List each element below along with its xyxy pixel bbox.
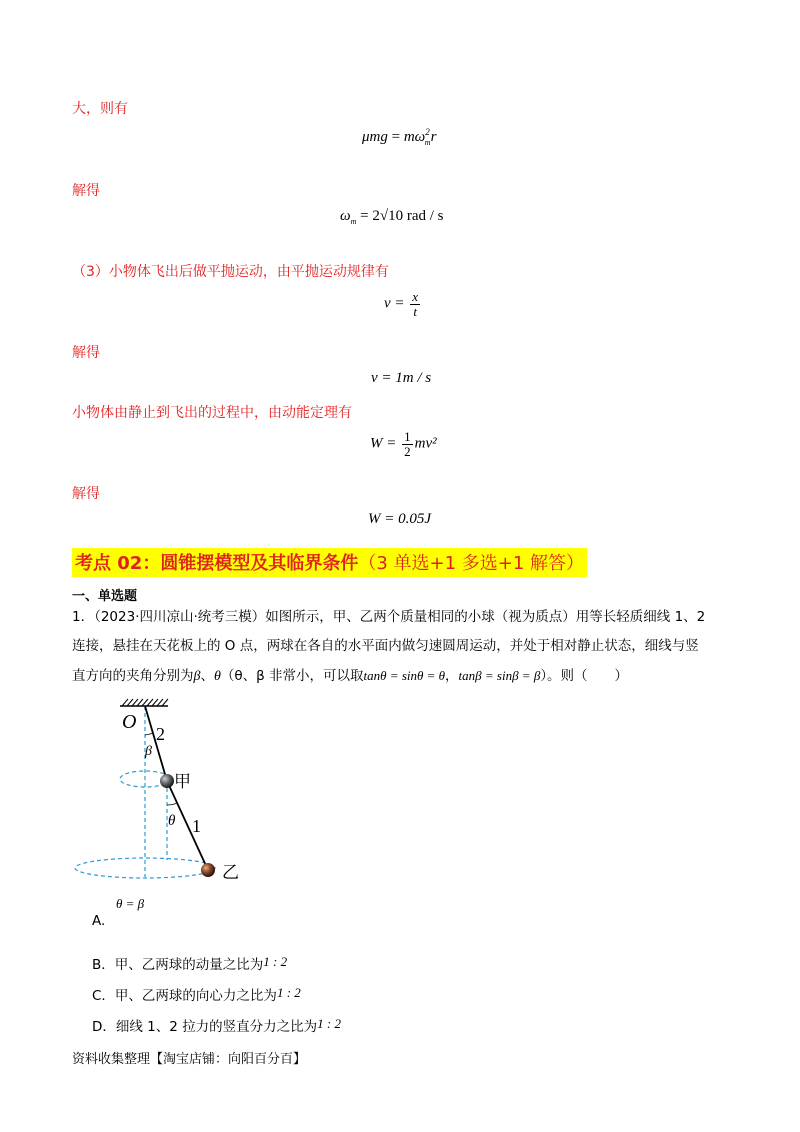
heading-title: 考点 02：圆锥摆模型及其临界条件 <box>75 553 359 574</box>
option-d <box>92 1015 341 1035</box>
option-b <box>92 953 287 973</box>
eq5-rhs: mv² <box>414 435 437 452</box>
question-line: 连接，悬挂在天花板上的 O 点，两球在各自的水平面内做匀速圆周运动，并处于相对静止状态，细线与竖 <box>72 638 699 654</box>
equation-omega: $\omega_m = 2√10$ rad / s <box>340 208 444 226</box>
eq2-rhs: 2√10 rad / s <box>372 208 444 224</box>
question-body <box>72 603 732 691</box>
option-a-math: θ = β <box>116 896 145 911</box>
option-c <box>92 984 301 1004</box>
label-yi: 乙 <box>222 863 239 883</box>
question-line: 1．（2023·四川凉山·统考三模）如图所示，甲、乙两个质量相同的小球（视为质点）用等长轻质细线 1、2 <box>72 609 706 625</box>
eq3-num: x <box>412 289 419 304</box>
eq1-lhs: μmg <box>362 129 388 145</box>
angle-beta-arc <box>145 733 153 735</box>
label-jia: 甲 <box>174 772 191 792</box>
ball-yi <box>201 863 215 877</box>
question-approx1: tanθ = sinθ = θ <box>363 668 446 683</box>
angle-theta-arc <box>167 803 177 805</box>
eq5-num: 1 <box>404 429 411 444</box>
ceiling-hatch <box>120 699 168 706</box>
question-approx2: tanβ = sinβ = β <box>458 668 541 683</box>
conical-pendulum-figure <box>60 695 260 890</box>
eq1-sub: m <box>424 138 431 147</box>
label-theta: θ <box>168 813 176 829</box>
question-line3-a: 直方向的夹角分别为 <box>72 668 194 684</box>
equation-w-result: W = 0.05J <box>368 511 432 527</box>
heading-count: （3 单选+1 多选+1 解答） <box>358 553 585 574</box>
option-b-text: B．甲、乙两球的动量之比为 <box>92 957 264 973</box>
option-b-math: 1 : 2 <box>263 954 288 969</box>
question-comma: ， <box>445 668 459 684</box>
topic-heading <box>72 548 587 577</box>
equation-work <box>370 430 437 458</box>
question-theta: θ <box>213 669 221 684</box>
eq5-den: 2 <box>404 443 411 459</box>
eq1-r: r <box>430 129 437 145</box>
question-line <box>72 661 732 691</box>
option-d-math: 1 : 2 <box>317 1016 341 1031</box>
equation-velocity <box>384 290 422 318</box>
option-d-text: D．细线 1、2 拉力的竖直分力之比为 <box>92 1019 318 1035</box>
label-O: O <box>122 711 137 733</box>
label-string-1: 1 <box>192 816 201 836</box>
option-a-label: A. <box>92 913 106 929</box>
question-line3-b: （θ、β 非常小，可以取 <box>220 668 364 684</box>
solution-jiede: 解得 <box>72 345 100 361</box>
eq3-den: t <box>413 303 417 319</box>
eq2-lhs: ω <box>340 208 351 224</box>
page-footer: 资料收集整理【淘宝店铺：向阳百分百】 <box>72 1052 307 1067</box>
solution-jiede: 解得 <box>72 486 100 502</box>
eq3-lhs: v = <box>384 295 405 312</box>
label-beta: β <box>145 744 152 759</box>
option-c-math: 1 : 2 <box>276 985 301 1000</box>
solution-jiede: 解得 <box>72 183 100 199</box>
question-beta: β <box>193 669 201 684</box>
label-string-2: 2 <box>156 724 165 744</box>
eq1-sup: 2 <box>425 127 430 137</box>
question-sep: 、 <box>200 668 214 684</box>
eq1-rhs: mω <box>403 129 426 145</box>
eq5-lhs: W = <box>370 435 397 452</box>
solution-energy-line: 小物体由静止到飞出的过程中，由动能定理有 <box>72 405 352 421</box>
equation-v-result: v = 1m / s <box>371 370 432 386</box>
question-line3-c: ）。则（ ） <box>540 668 629 684</box>
solution-part3: （3）小物体飞出后做平抛运动，由平抛运动规律有 <box>72 264 389 280</box>
option-c-text: C．甲、乙两球的向心力之比为 <box>92 988 277 1004</box>
solution-text-line: 大，则有 <box>72 101 128 117</box>
section-title: 一、单选题 <box>72 589 138 604</box>
ball-jia <box>160 774 174 788</box>
eq2-sub: m <box>350 217 357 226</box>
equation-friction: $\mu mg = m\omega^2_mr$ <box>362 127 437 147</box>
